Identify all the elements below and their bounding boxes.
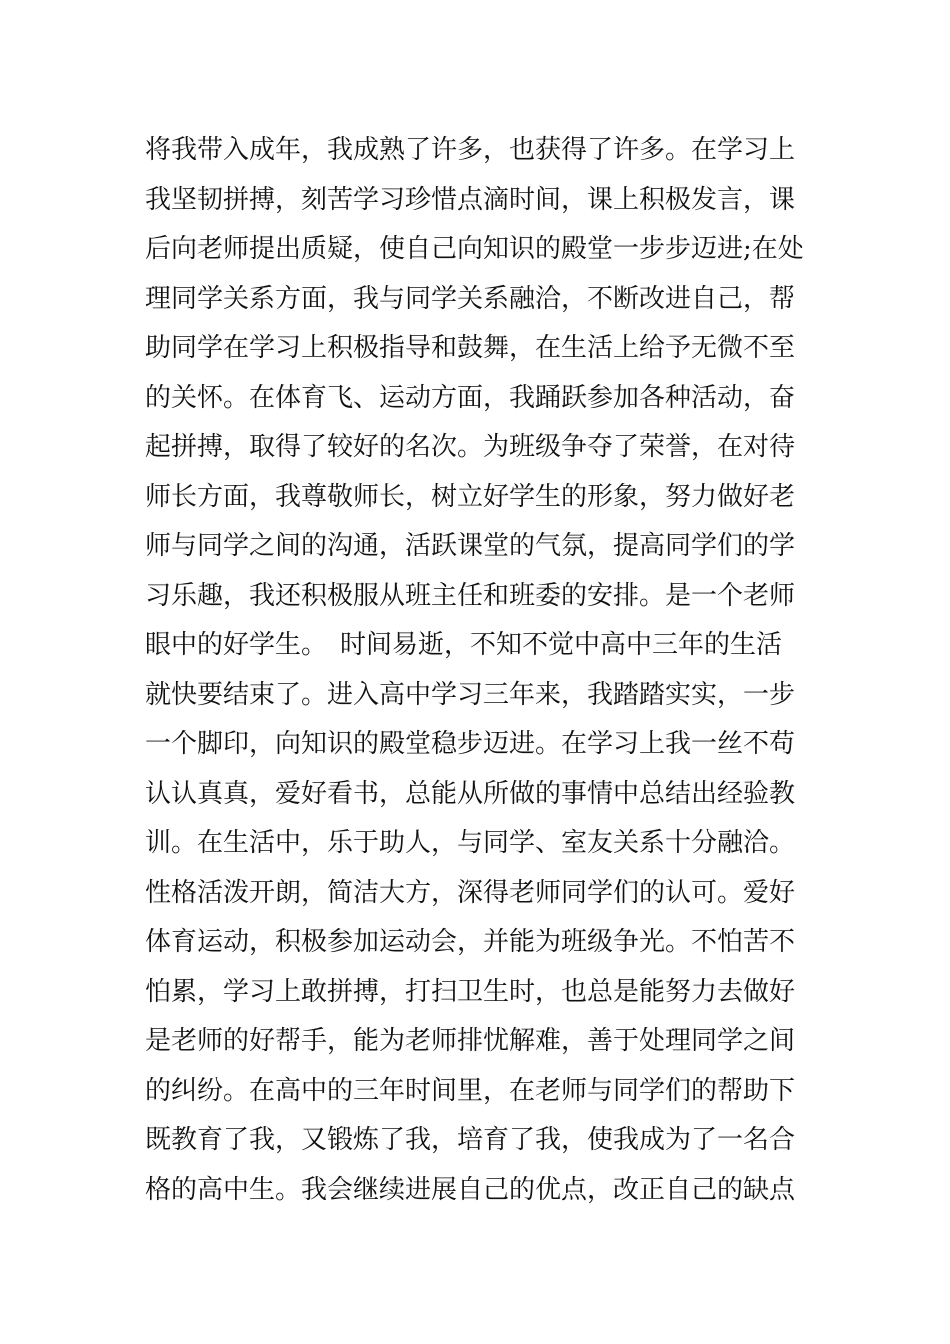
text-line: 师长方面，我尊敬师长，树立好学生的形象，努力做好老 bbox=[145, 481, 796, 512]
body-text bbox=[145, 126, 810, 1215]
text-line: 的纠纷。在高中的三年时间里，在老师与同学们的帮助下 bbox=[145, 1075, 796, 1106]
text-line: 既教育了我，又锻炼了我，培育了我，使我成为了一名合 bbox=[145, 1125, 796, 1155]
text-line: 起拼搏，取得了较好的名次。为班级争夺了荣誉，在对待 bbox=[145, 432, 796, 462]
text-line: 习乐趣，我还积极服从班主任和班委的安排。是一个老师 bbox=[145, 580, 796, 611]
text-line: 师与同学之间的沟通，活跃课堂的气氛，提高同学们的学 bbox=[145, 531, 796, 561]
text-line: 眼中的好学生。 时间易逝，不知不觉中高中三年的生活 bbox=[145, 630, 783, 660]
text-line: 训。在生活中，乐于助人，与同学、室友关系十分融洽。 bbox=[145, 828, 796, 858]
text-line: 是老师的好帮手，能为老师排忧解难，善于处理同学之间 bbox=[145, 1026, 796, 1056]
text-line: 怕累，学习上敢拼搏，打扫卫生时，也总是能努力去做好 bbox=[145, 976, 796, 1007]
text-line: 一个脚印，向知识的殿堂稳步迈进。在学习上我一丝不苟 bbox=[145, 729, 796, 759]
text-line: 后向老师提出质疑，使自己向知识的殿堂一步步迈进;在处 bbox=[145, 234, 804, 264]
text-line: 就快要结束了。进入高中学习三年来，我踏踏实实，一步 bbox=[145, 679, 796, 710]
text-line: 理同学关系方面，我与同学关系融洽，不断改进自己，帮 bbox=[145, 283, 796, 314]
text-line: 助同学在学习上积极指导和鼓舞，在生活上给予无微不至 bbox=[145, 333, 796, 363]
text-line: 的关怀。在体育飞、运动方面，我踊跃参加各种活动，奋 bbox=[145, 382, 796, 413]
text-line: 格的高中生。我会继续进展自己的优点，改正自己的缺点 bbox=[145, 1174, 796, 1205]
text-line: 将我带入成年，我成熟了许多，也获得了许多。在学习上 bbox=[145, 135, 796, 165]
text-line: 认认真真，爱好看书，总能从所做的事情中总结出经验教 bbox=[145, 778, 796, 809]
text-line: 性格活泼开朗，简洁大方，深得老师同学们的认可。爱好 bbox=[145, 877, 796, 908]
text-line: 我坚韧拼搏，刻苦学习珍惜点滴时间，课上积极发言，课 bbox=[145, 184, 796, 215]
text-line: 体育运动，积极参加运动会，并能为班级争光。不怕苦不 bbox=[145, 927, 796, 957]
